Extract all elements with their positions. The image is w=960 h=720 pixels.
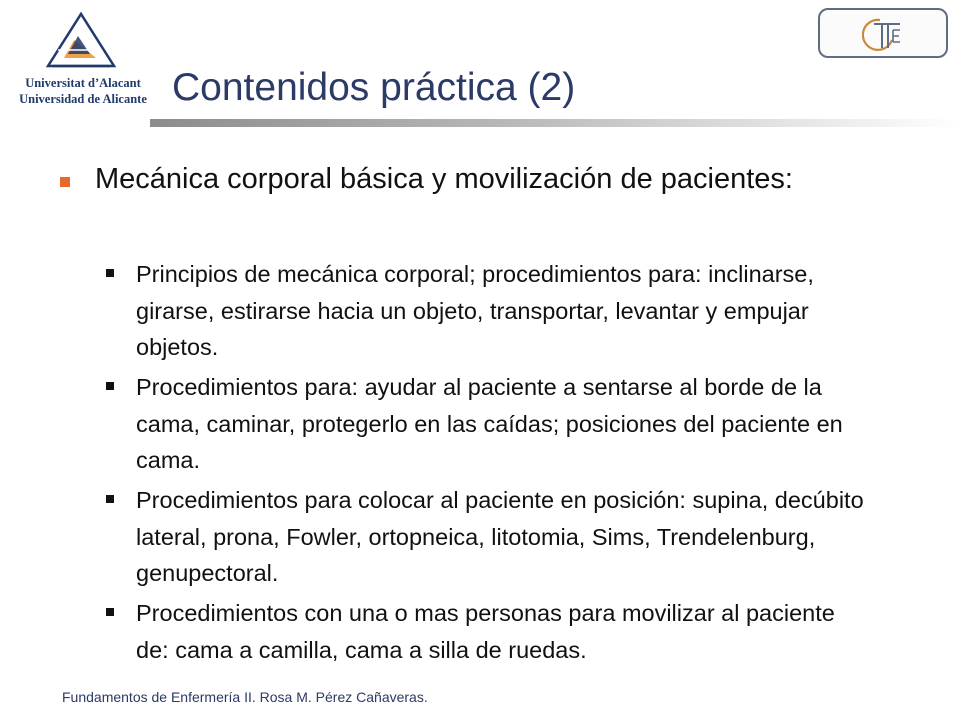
square-bullet-icon [106, 608, 114, 616]
title-divider [150, 119, 960, 127]
university-logo [8, 10, 158, 110]
square-bullet-icon [106, 382, 114, 390]
university-name-spanish: Universidad de Alicante [19, 92, 147, 106]
square-bullet-icon [106, 495, 114, 503]
square-bullet-icon [106, 269, 114, 277]
university-emblem-icon [44, 10, 118, 70]
main-bullet-text: Mecánica corporal básica y movilización de pacientes: [95, 163, 793, 195]
slide-title: Contenidos práctica (2) [172, 66, 576, 109]
sub-bullet-4 [136, 595, 866, 668]
sub-bullet-1 [136, 256, 866, 366]
slide-footer: Fundamentos de Enfermería II. Rosa M. Pérez Cañaveras. [62, 689, 428, 705]
main-bullet [95, 161, 855, 197]
research-group-logo [818, 8, 948, 58]
sub-bullet-text: Procedimientos para: ayudar al paciente a sentarse al borde de la cama, caminar, protegerlo en las caídas; posiciones del paciente en cama. [136, 374, 843, 473]
sub-bullet-text: Procedimientos con una o mas personas para movilizar al paciente de: cama a camilla, cama a silla de ruedas. [136, 600, 835, 663]
sub-bullet-3 [136, 482, 866, 592]
sub-bullet-text: Procedimientos para colocar al paciente en posición: supina, decúbito lateral, prona, Fowler, ortopneica, litotomia, Sims, Trendelenburg, genupectoral. [136, 487, 864, 586]
square-bullet-icon [60, 177, 70, 187]
sub-bullet-2 [136, 369, 866, 479]
gite-emblem-icon [862, 16, 908, 52]
sub-bullet-text: Principios de mecánica corporal; procedimientos para: inclinarse, girarse, estirarse hacia un objeto, transportar, levantar y empujar objetos. [136, 261, 814, 360]
university-name-valencian: Universitat d’Alacant [25, 76, 141, 90]
